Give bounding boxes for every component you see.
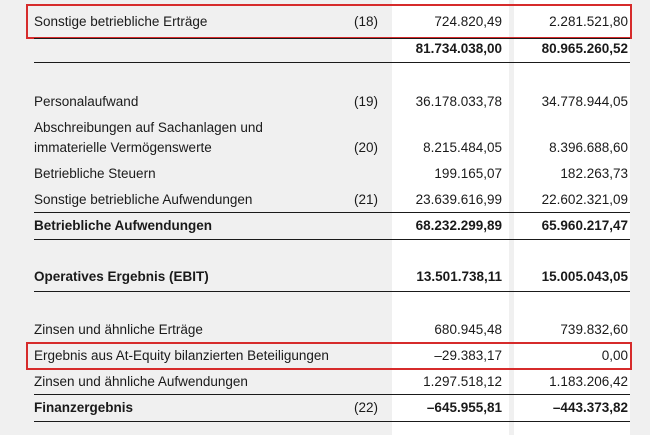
value-current: 23.639.616,99: [415, 192, 502, 207]
row-label: Ergebnis aus At-Equity bilanzierten Beteiligungen: [34, 348, 329, 363]
value-current: 1.297.518,12: [423, 374, 502, 389]
value-previous: –443.373,82: [552, 400, 628, 415]
note-ref: (19): [354, 94, 379, 109]
value-previous: 8.396.688,60: [549, 140, 628, 155]
value-current: 724.820,49: [434, 14, 502, 29]
value-previous: 739.832,60: [560, 322, 628, 337]
row-label: Abschreibungen auf Sachanlagen und: [34, 120, 263, 135]
value-previous: 2.281.521,80: [549, 14, 628, 29]
value-previous: 0,00: [601, 348, 628, 363]
value-current: 36.178.033,78: [415, 94, 502, 109]
note-ref: (22): [354, 400, 379, 415]
value-current: 13.501.738,11: [416, 269, 502, 284]
divider: [34, 62, 630, 63]
row-label: Betriebliche Steuern: [34, 166, 156, 181]
value-previous: 34.778.944,05: [541, 94, 628, 109]
divider: [34, 421, 630, 422]
highlight-box: [26, 4, 632, 39]
note-ref: (18): [354, 14, 379, 29]
value-previous: 80.965.260,52: [541, 41, 628, 56]
row-label: Betriebliche Aufwendungen: [34, 218, 213, 233]
row-label: Sonstige betriebliche Aufwendungen: [34, 192, 253, 207]
divider: [34, 212, 630, 213]
highlight-box: [26, 342, 632, 370]
value-previous: 22.602.321,09: [541, 192, 628, 207]
row-label: Finanzergebnis: [34, 400, 134, 415]
divider: [34, 291, 630, 292]
row-label: immaterielle Vermögenswerte: [34, 140, 212, 155]
value-previous: 182.263,73: [560, 166, 628, 181]
value-current: 680.945,48: [434, 322, 502, 337]
row-label: Zinsen und ähnliche Aufwendungen: [34, 374, 248, 389]
divider: [34, 38, 630, 39]
value-current: 68.232.299,89: [415, 218, 502, 233]
row-label: Personalaufwand: [34, 94, 139, 109]
divider: [34, 394, 630, 395]
value-current: –29.383,17: [434, 348, 502, 363]
value-current: 199.165,07: [434, 166, 502, 181]
note-ref: (21): [354, 192, 379, 207]
divider: [34, 239, 630, 240]
row-label: Zinsen und ähnliche Erträge: [34, 322, 203, 337]
value-previous: 1.183.206,42: [549, 374, 628, 389]
value-current: –645.955,81: [426, 400, 502, 415]
row-label: Sonstige betriebliche Erträge: [34, 14, 208, 29]
value-previous: 15.005.043,05: [541, 269, 628, 284]
value-previous: 65.960.217,47: [541, 218, 628, 233]
value-current: 8.215.484,05: [423, 140, 502, 155]
note-ref: (20): [354, 140, 379, 155]
value-current: 81.734.038,00: [415, 41, 502, 56]
row-label: Operatives Ergebnis (EBIT): [34, 269, 209, 284]
